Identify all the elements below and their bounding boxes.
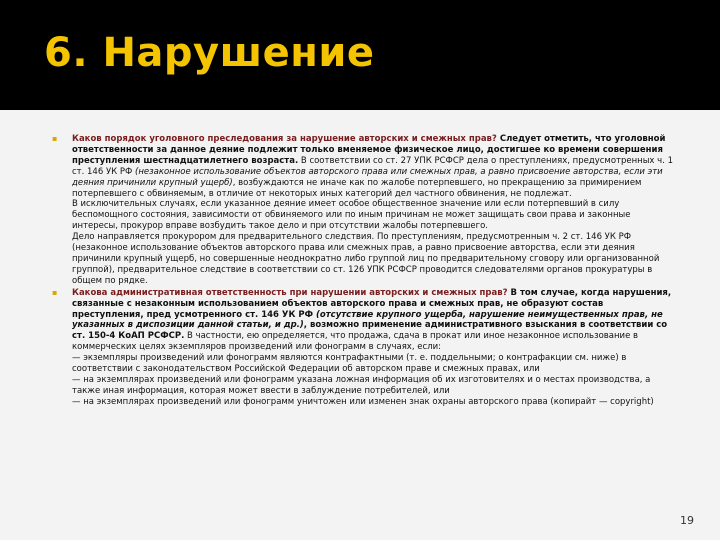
list-item: — на экземплярах произведений или фонограмм указана ложная информация об их изготовителях и о местах производства, а также иная информация, которая может ввести в заблуждение потребителей, или xyxy=(72,374,651,396)
answer-bold-text: Следует отметить, что уголовной ответственности за данное деяние подлежит только вменяемое физическое лицо, достигшее ко времени совершения преступления шестнадцатилетнего возраста. xyxy=(72,134,666,166)
page-number: 19 xyxy=(680,514,694,527)
question-text: Какова административная ответственность при нарушении авторских и смежных прав? xyxy=(72,287,508,298)
body-text: , возбуждаются не иначе как по жалобе потерпевшего, но прекращению за примирением потерпевшего с обвиняемым, в отличие от некоторых иных категорий дел частного обвинения, не подлежат. xyxy=(72,177,642,199)
bullet-item-criminal xyxy=(52,134,677,287)
slide-title: 6. Нарушение xyxy=(44,30,375,76)
bold-italic-text: (отсутствие крупного ущерба, нарушение неимущественных прав, не указанных в диспозиции данной статьи, и др.) xyxy=(72,309,663,331)
question-text: Каков порядок уголовного преследования за нарушение авторских и смежных прав? xyxy=(72,134,497,144)
answer-bold-text: В том случае, когда нарушения, связанные с незаконным использованием объектов авторского права и смежных прав, не образуют состав преступления, пред усмотренного ст. 146 УК РФ xyxy=(72,287,672,320)
bullet-marker-icon: ▪ xyxy=(52,287,58,297)
body-text: В соответствии со ст. 27 УПК РСФСР дела о преступлениях, предусмотренных ч. 1 ст. 146 УК РФ xyxy=(72,155,673,177)
bullet-item-administrative xyxy=(52,288,677,408)
answer-bold-text: , возможно применение административного взыскания в соответствии со ст. 150-4 КоАП РСФСР. xyxy=(72,320,668,342)
body-text: В частности, ею определяется, что продажа, сдача в прокат или иное незаконное использование в коммерческих целях экземпляров произведений или фонограмм в случаях, если: xyxy=(72,331,639,353)
paragraph: В исключительных случаях, если указанное деяние имеет особое общественное значение или если потерпевший в силу беспомощного состояния, зависимости от обвиняемого или по иным причинам не может защищать свои права и законные интересы, прокурор вправе возбудить такое дело и при отсутствии жалобы потерпевшего. xyxy=(72,199,631,232)
italic-text: (незаконное использование объектов авторского права или смежных прав, а равно присвоение авторства, если эти деяния причинили крупный ущерб) xyxy=(72,166,663,188)
paragraph: Дело направляется прокурором для предварительного следствия. По преступлениям, предусмотренным ч. 2 ст. 146 УК РФ (незаконное использование объектов авторского права или смежных прав, а равно присвоение авторства, если эти деяния причинили крупный ущерб, но совершенные неоднократно либо группой лиц по предварительному сговору или организованной группой), предварительное следствие в соответствии со ст. 126 УПК РСФСР проводится следователями органов прокуратуры в общем по рядке. xyxy=(72,232,660,286)
slide-content xyxy=(52,134,677,408)
title-bar xyxy=(0,0,720,110)
bullet-marker-icon: ▪ xyxy=(52,134,58,143)
list-item: — на экземплярах произведений или фонограмм уничтожен или изменен знак охраны авторского права (копирайт — copyright) xyxy=(72,396,654,407)
list-item: — экземпляры произведений или фонограмм являются контрафактными (т. е. поддельными; о контрафакции см. ниже) в соответствии с законодательством Российской Федерации об авторском праве и смежных правах, или xyxy=(72,353,627,375)
